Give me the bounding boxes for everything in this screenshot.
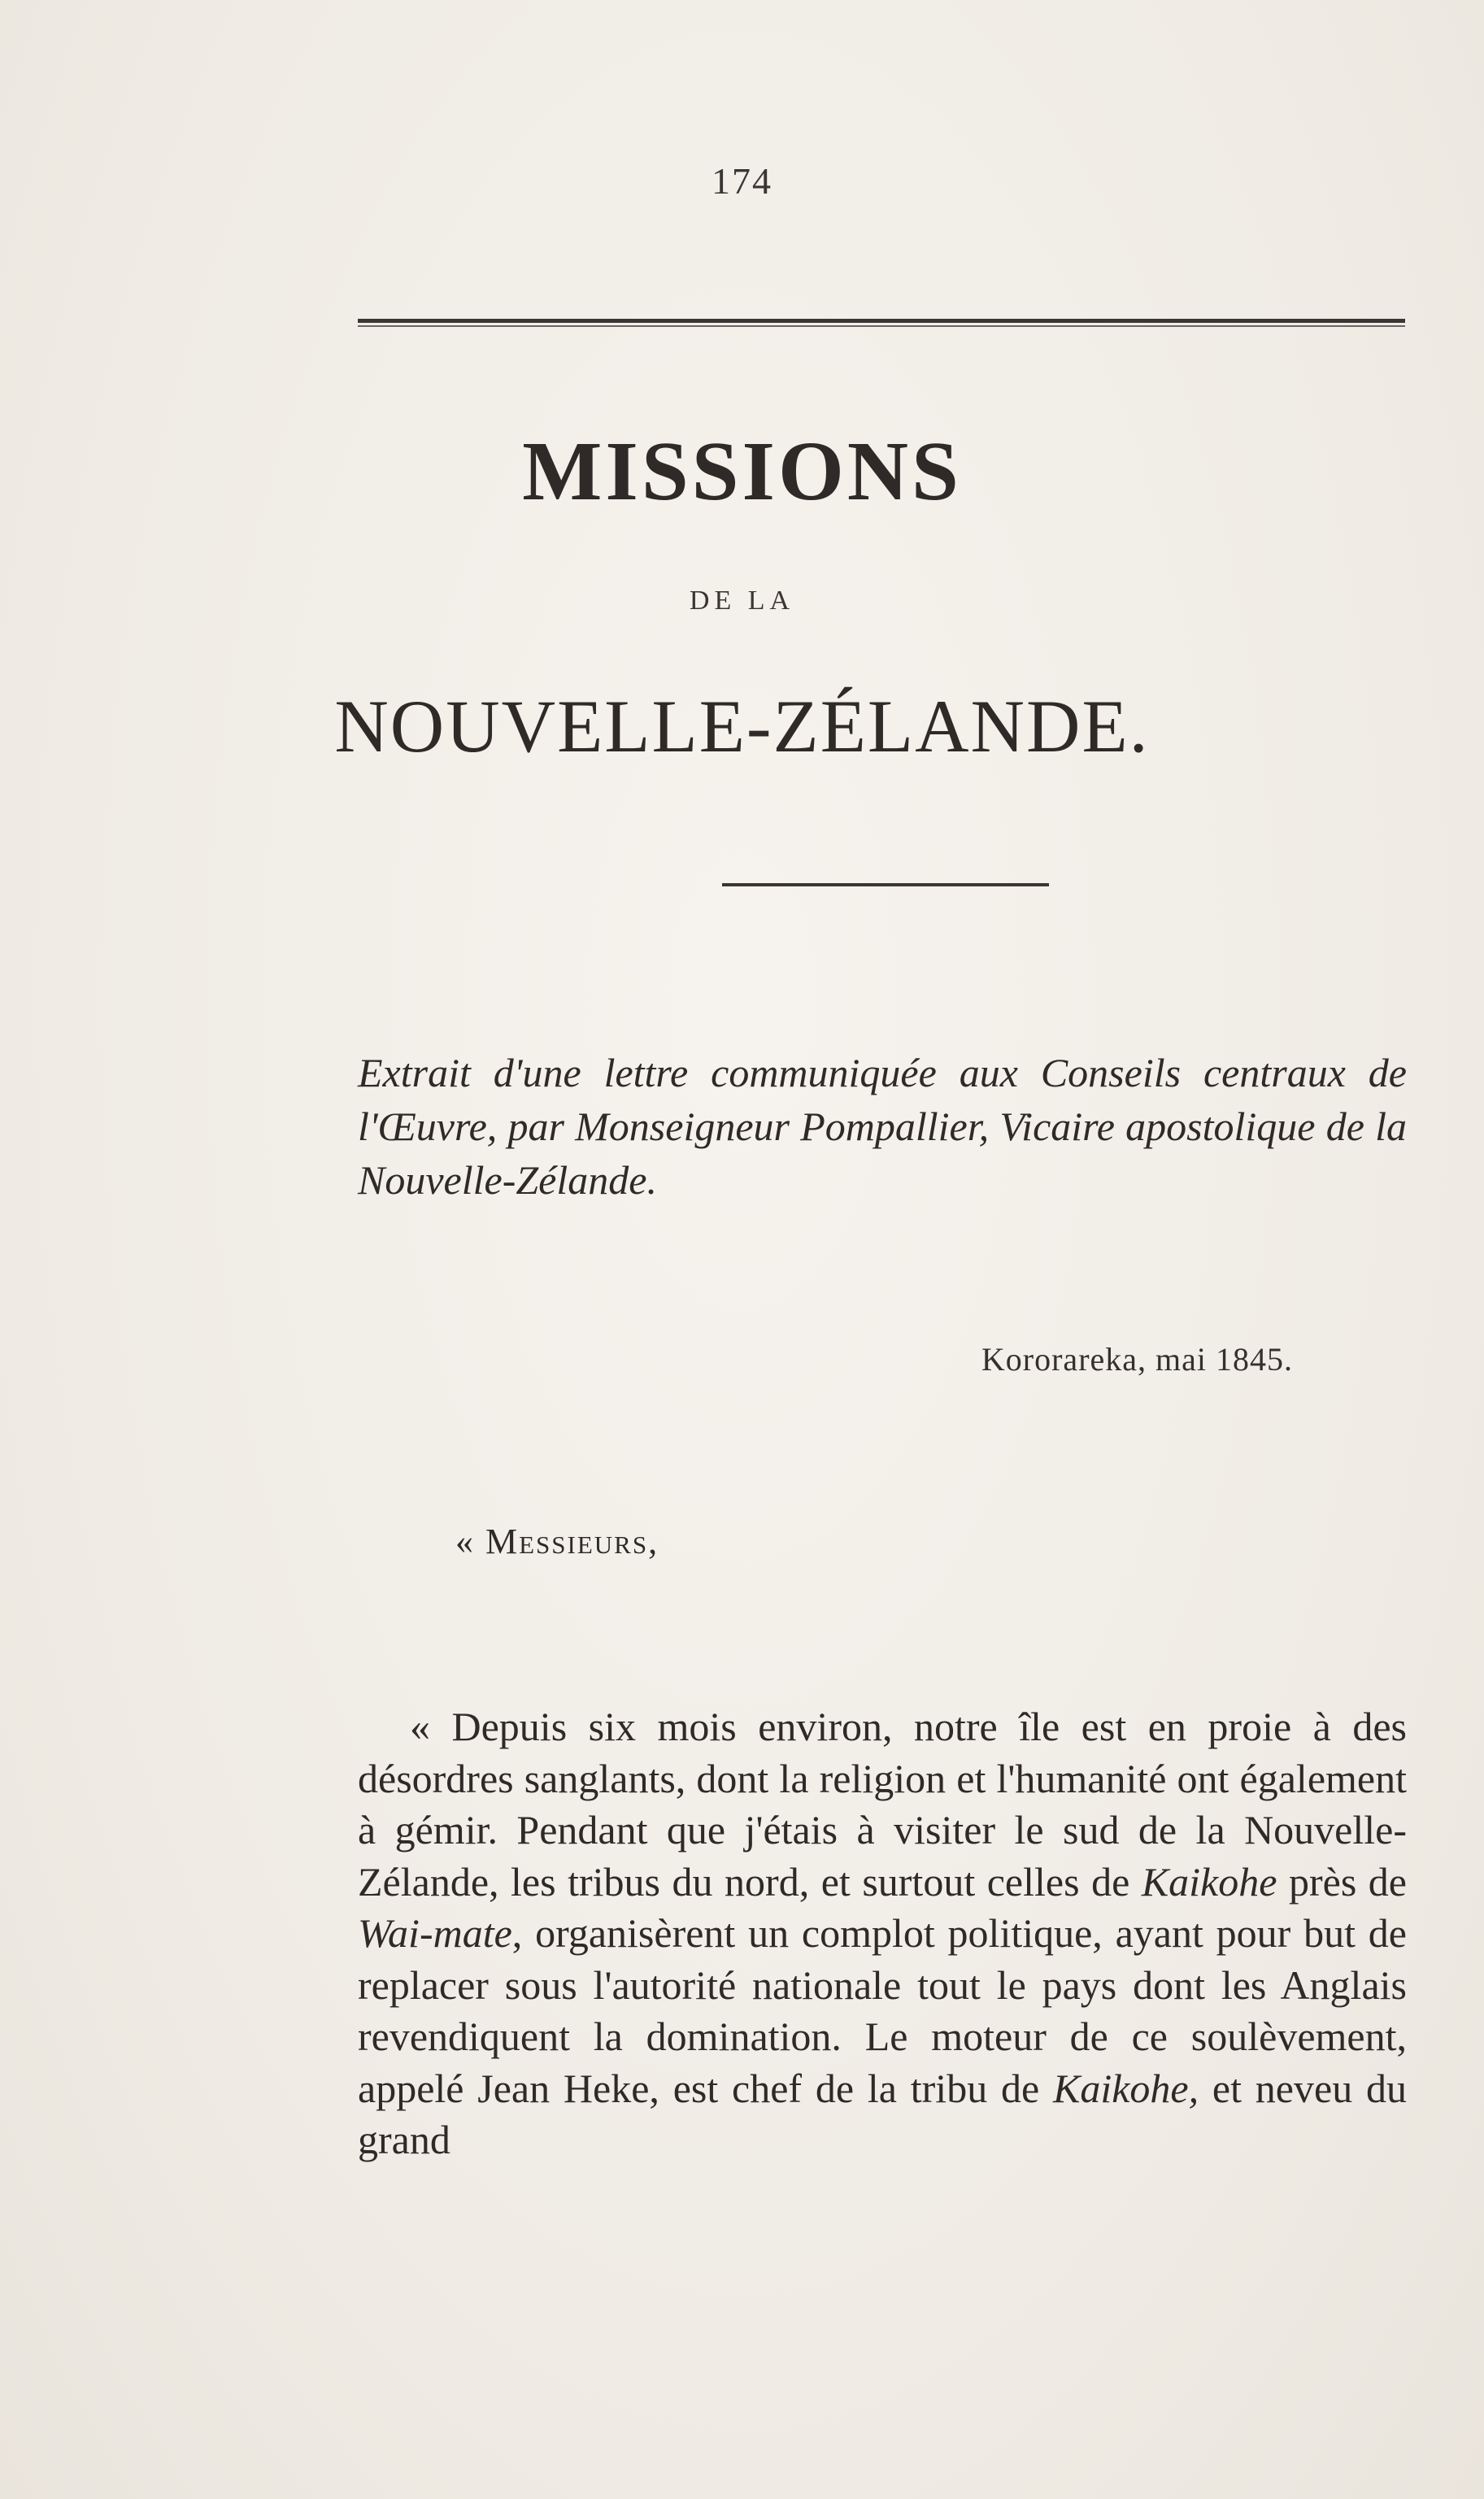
body-text-part: et neveu du grand <box>358 2065 1407 2162</box>
letter-salutation: « Messieurs, <box>455 1522 659 1561</box>
place-name: Kaikohe <box>1141 1858 1277 1905</box>
page-number: 174 <box>712 160 772 202</box>
extract-heading: Extrait d'une lettre communiquée aux Conseils centraux de l'Œuvre, par Monseigneur Pompallier, Vicaire apostolique de la Nouvelle-Zélande. <box>358 1050 1407 1203</box>
body-text-part: , organisèrent un complot politique, ayant pour but de replacer sous l'autorité nationale tout le pays dont les Anglais revendiquent la domination. Le moteur de ce soulèvement, appelé Jean Heke, est chef de la tribu de <box>358 1910 1407 2111</box>
place-name: Wai-mate <box>358 1910 512 1956</box>
title-divider <box>722 883 1049 886</box>
body-text-part: « Depuis six mois environ, notre île est en proie à des désordres sanglants, dont la religion et l'humanité ont également à gémir. Pendant que j'étais à visiter le sud de la Nouvelle-Zélande, les tribus du nord, et surtout celles de <box>358 1704 1407 1905</box>
header-rule <box>358 319 1405 327</box>
letter-place-date: Kororareka, mai 1845. <box>981 1341 1293 1378</box>
body-text-part: près de <box>1277 1858 1407 1905</box>
letter-body-paragraph <box>358 1701 1407 2166</box>
place-name: Kaikohe, <box>1052 2065 1199 2111</box>
section-title-connector: DE LA <box>689 586 795 616</box>
section-title: MISSIONS <box>522 424 962 518</box>
section-title-country: NOUVELLE-ZÉLANDE. <box>334 685 1150 768</box>
